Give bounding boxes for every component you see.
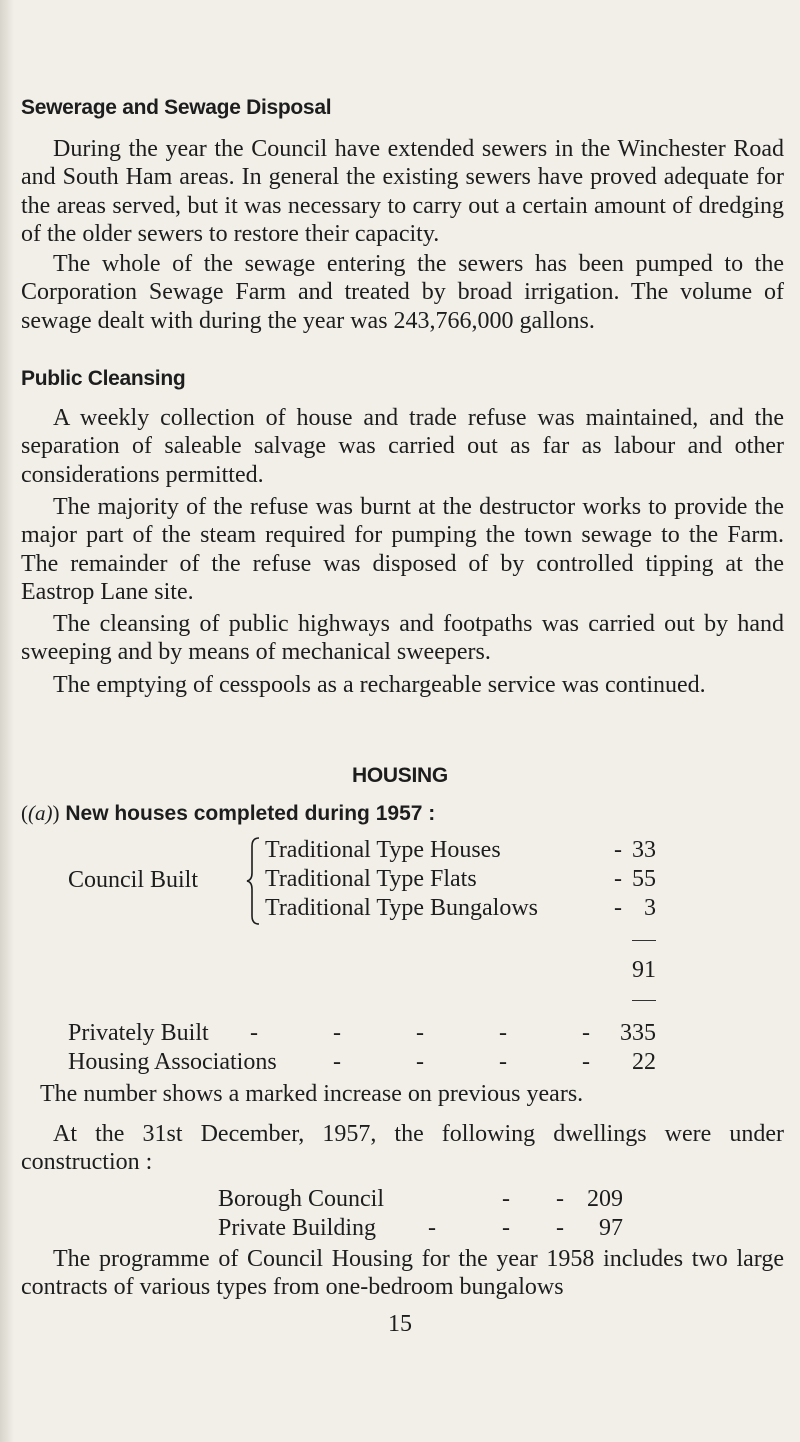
housing-heading: HOUSING <box>352 764 448 787</box>
leader-dashes: - <box>556 1186 564 1212</box>
sewerage-paragraph-2: The whole of the sewage entering the sewers has been pumped to the Corporation Sewage Farm and treated by broad irrigation. The volume of sewage dealt with during the year was 243,766,000 gallons. <box>21 251 784 334</box>
other-item-label: Housing Associations <box>68 1049 277 1075</box>
council-item-label: Traditional Type Flats <box>265 866 477 892</box>
page-edge-shadow <box>0 0 14 1442</box>
subsection-title: New houses completed during 1957 : <box>65 802 436 825</box>
leader-dashes: - <box>556 1215 564 1241</box>
construction-item-label: Borough Council <box>218 1186 384 1212</box>
leader-dashes: - <box>416 1020 424 1046</box>
leader-dashes: - <box>502 1215 510 1241</box>
leader-dashes: - <box>499 1020 507 1046</box>
leader-dashes: - <box>499 1049 507 1075</box>
leader-dashes: - <box>428 1215 436 1241</box>
cleansing-heading: Public Cleansing <box>21 367 186 390</box>
construction-intro: At the 31st December, 1957, the following dwellings were under construction : <box>21 1121 784 1176</box>
total-rule-bottom <box>632 1000 656 1001</box>
leader-dashes: - <box>333 1049 341 1075</box>
sewerage-heading: Sewerage and Sewage Disposal <box>21 96 332 119</box>
construction-item-value: 209 <box>587 1186 623 1212</box>
sewerage-paragraph-1: During the year the Council have extended sewers in the Winchester Road and South Ham areas. In general the existing sewers have proved adequate for the areas served, but it was necessary to carry out a certain amount of dredging of the older sewers to restore their capacity. <box>21 136 784 247</box>
increase-note: The number shows a marked increase on previous years. <box>40 1081 584 1107</box>
cleansing-paragraph-1: A weekly collection of house and trade refuse was maintained, and the separation of saleable salvage was carried out as far as labour and other considerations permitted. <box>21 405 784 488</box>
leader-dashes: - <box>416 1049 424 1075</box>
subsection-label: ((a)) <box>21 801 60 825</box>
council-item-label: Traditional Type Houses <box>265 837 501 863</box>
leader-dash: - <box>614 895 622 921</box>
council-total: 91 <box>632 957 656 983</box>
other-item-label: Privately Built <box>68 1020 209 1046</box>
page-number: 15 <box>388 1311 412 1337</box>
cleansing-paragraph-2: The majority of the refuse was burnt at the destructor works to provide the major part of the steam required for pumping the town sewage to the Farm. The remainder of the refuse was disposed of by controlled tipping at the Eastrop Lane site. <box>21 494 784 605</box>
construction-item-label: Private Building <box>218 1215 376 1241</box>
programme-paragraph: The programme of Council Housing for the year 1958 includes two large contracts of various types from one-bedroom bungalows <box>21 1246 784 1301</box>
council-item-value: 3 <box>644 895 656 921</box>
leader-dashes: - <box>502 1186 510 1212</box>
leader-dashes: - <box>582 1049 590 1075</box>
leader-dash: - <box>614 837 622 863</box>
council-item-value: 33 <box>632 837 656 863</box>
leader-dashes: - <box>250 1020 258 1046</box>
cleansing-paragraph-3: The cleansing of public highways and footpaths was carried out by hand sweeping and by means of mechanical sweepers. <box>21 611 784 666</box>
other-item-value: 22 <box>632 1049 656 1075</box>
council-built-label: Council Built <box>68 867 199 893</box>
cleansing-paragraph-4: The emptying of cesspools as a rechargeable service was continued. <box>53 672 706 698</box>
leader-dashes: - <box>333 1020 341 1046</box>
subsection-letter: (a) <box>28 801 53 825</box>
housing-subheading <box>21 801 435 826</box>
construction-item-value: 97 <box>599 1215 623 1241</box>
council-item-label: Traditional Type Bungalows <box>265 895 538 921</box>
leader-dash: - <box>614 866 622 892</box>
leader-dashes: - <box>582 1020 590 1046</box>
brace-glyph <box>246 836 260 926</box>
other-item-value: 335 <box>620 1020 656 1046</box>
council-item-value: 55 <box>632 866 656 892</box>
total-rule-top <box>632 940 656 941</box>
